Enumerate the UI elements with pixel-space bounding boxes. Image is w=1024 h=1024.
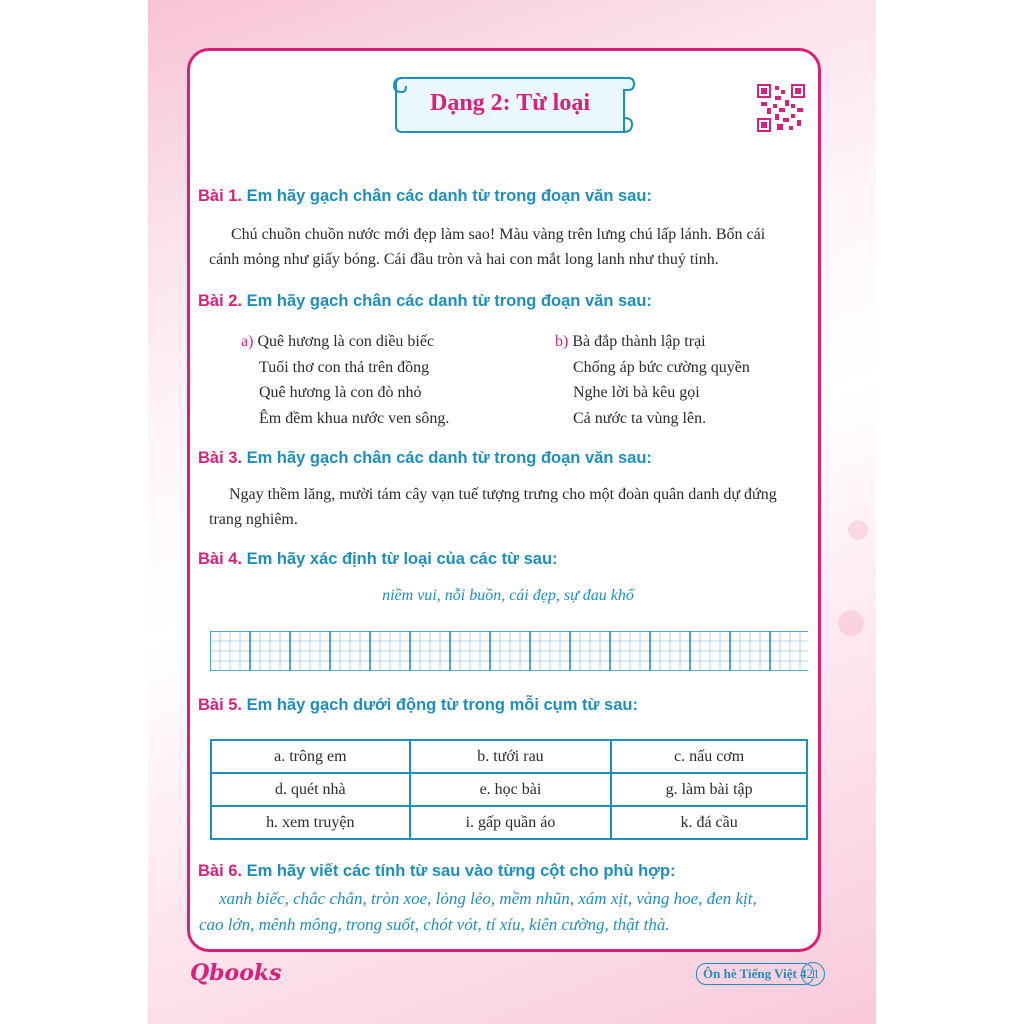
poem-b-label: b) xyxy=(555,333,569,350)
table-cell: i. gấp quần áo xyxy=(410,806,612,839)
poem-a-line: Quê hương là con diều biếc xyxy=(257,333,435,350)
exercise-5-heading xyxy=(198,696,638,715)
exercise-3-heading xyxy=(198,449,652,468)
exercise-number: Bài 5. xyxy=(198,696,243,714)
exercise-4-heading xyxy=(198,550,558,569)
poem-a-line: Quê hương là con đò nhỏ xyxy=(259,384,422,401)
table-row xyxy=(211,740,807,773)
table-row xyxy=(211,773,807,806)
table-cell: k. đá cầu xyxy=(611,806,807,839)
poem-b xyxy=(555,329,750,431)
exercise-4-words: niềm vui, nỗi buồn, cái đẹp, sự đau khổ xyxy=(382,587,634,604)
poem-b-line: Bà đắp thành lập trại xyxy=(572,333,706,350)
poem-a xyxy=(241,329,449,431)
exercise-1-heading xyxy=(198,187,652,206)
table-row xyxy=(211,806,807,839)
exercise-number: Bài 6. xyxy=(198,862,243,880)
table-cell: a. trông em xyxy=(211,740,410,773)
exercise-3-line-1: Ngay thềm lăng, mười tám cây vạn tuế tượng trưng cho một đoàn quân danh dự đứng xyxy=(229,486,777,503)
page-number: 21 xyxy=(801,962,825,986)
qbooks-logo: Qbooks xyxy=(190,960,282,986)
book-title-badge: Ôn hè Tiếng Việt 4 xyxy=(696,963,814,985)
exercise-prompt: Em hãy gạch chân các danh từ trong đoạn văn sau: xyxy=(246,292,652,310)
exercise-prompt: Em hãy gạch chân các danh từ trong đoạn văn sau: xyxy=(246,187,652,205)
table-cell: g. làm bài tập xyxy=(611,773,807,806)
table-cell: e. học bài xyxy=(410,773,612,806)
exercise-3-line-2: trang nghiêm. xyxy=(209,511,298,528)
exercise-number: Bài 3. xyxy=(198,449,243,467)
qr-code-icon xyxy=(757,84,805,132)
poem-b-line: Cả nước ta vùng lên. xyxy=(573,409,707,427)
table-cell: d. quét nhà xyxy=(211,773,410,806)
poem-a-line: Tuổi thơ con thả trên đồng xyxy=(259,358,430,376)
exercise-prompt: Em hãy gạch chân các danh từ trong đoạn văn sau: xyxy=(246,449,652,467)
exercise-1-line-2: cánh mỏng như giấy bóng. Cái đầu tròn và hai con mắt long lanh như thuỷ tinh. xyxy=(209,251,719,268)
verb-table xyxy=(210,739,808,840)
exercise-prompt: Em hãy viết các tính từ sau vào từng cột cho phù hợp: xyxy=(246,862,676,880)
exercise-prompt: Em hãy gạch dưới động từ trong mỗi cụm từ sau: xyxy=(246,696,638,714)
title-banner xyxy=(392,70,636,142)
writing-grid[interactable] xyxy=(210,631,808,671)
table-cell: b. tưới rau xyxy=(410,740,612,773)
exercise-number: Bài 4. xyxy=(198,550,243,568)
exercise-1-line-1: Chú chuồn chuồn nước mới đẹp làm sao! Màu vàng trên lưng chú lấp lánh. Bốn cái xyxy=(231,226,766,243)
exercise-6-line-2: cao lớn, mênh mông, trong suốt, chót vót, tí xíu, kiên cường, thật thà. xyxy=(199,915,670,934)
exercise-2-heading xyxy=(198,292,652,311)
exercise-6-line-1: xanh biếc, chắc chắn, tròn xoe, lỏng lẻo, mềm nhũn, xám xịt, vàng hoe, đen kịt, xyxy=(219,889,757,908)
table-cell: c. nấu cơm xyxy=(611,740,807,773)
page-title: Dạng 2: Từ loại xyxy=(430,90,590,116)
poem-a-label: a) xyxy=(241,333,254,350)
poem-a-line: Êm đềm khua nước ven sông. xyxy=(259,409,450,427)
poem-b-line: Chống áp bức cường quyền xyxy=(573,358,750,376)
exercise-6-heading xyxy=(198,862,676,881)
poem-b-line: Nghe lời bà kêu gọi xyxy=(573,384,700,401)
table-cell: h. xem truyện xyxy=(211,806,410,839)
exercise-number: Bài 1. xyxy=(198,187,243,205)
exercise-number: Bài 2. xyxy=(198,292,243,310)
exercise-prompt: Em hãy xác định từ loại của các từ sau: xyxy=(246,550,558,568)
